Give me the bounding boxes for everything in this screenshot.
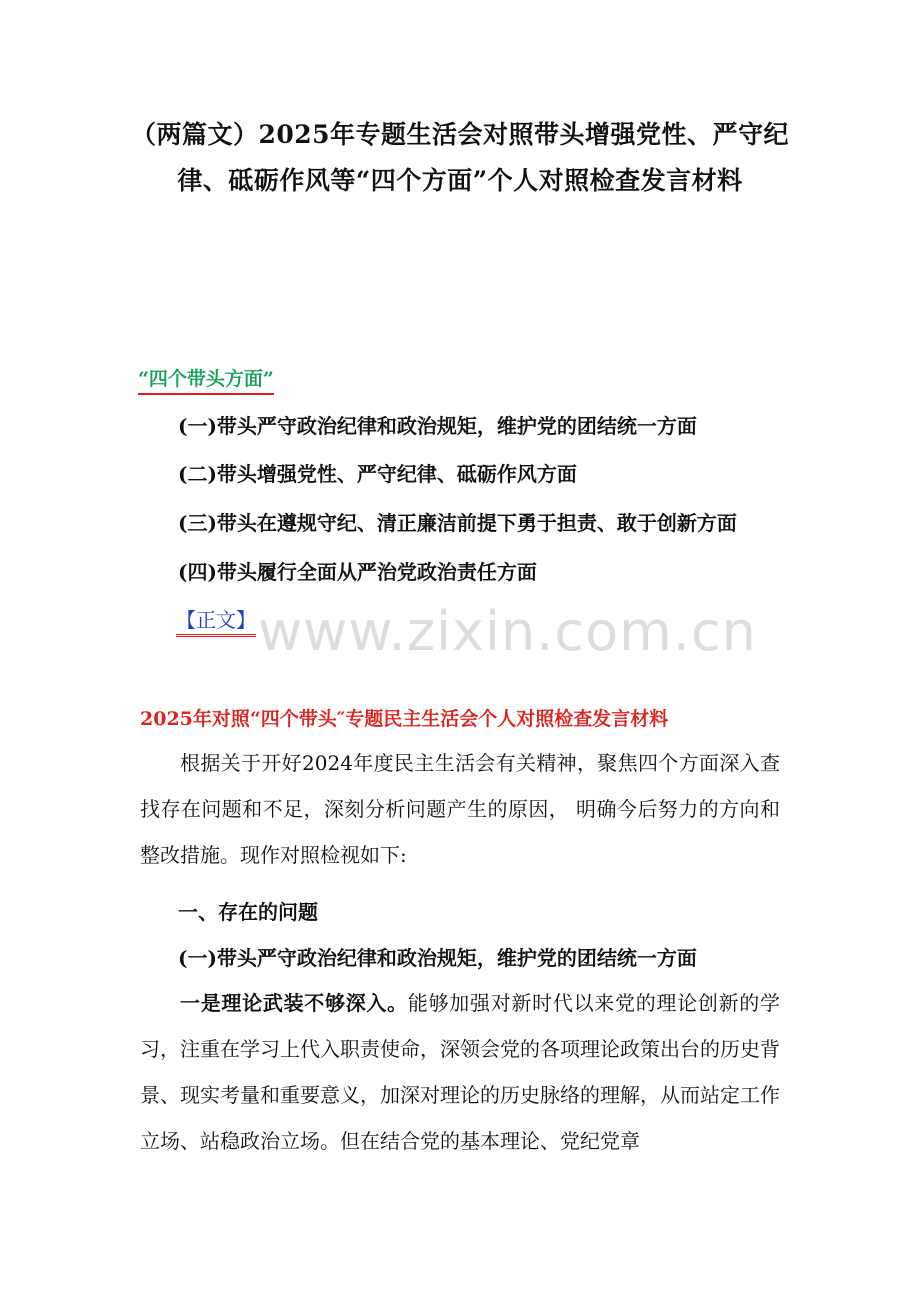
watermark: www.zixin.com.cn	[258, 600, 757, 663]
zhengwen-label: 【正文】	[176, 604, 256, 637]
article-heading: 2025年对照“四个带头″专题民主生活会个人对照检查发言材料	[140, 708, 669, 730]
toc-item-2: (二)带头增强党性、严守纪律、砥砺作风方面	[178, 462, 577, 486]
point-one-paragraph	[140, 980, 780, 1164]
toc-item-1: (一)带头严守政治纪律和政治规矩，维护党的团结统一方面	[178, 414, 697, 438]
document-title: （两篇文）2025年专题生活会对照带头增强党性、严守纪律、砥砺作风等“四个方面”个人对照检查发言材料	[130, 120, 790, 195]
section-one-heading: 一、存在的问题	[178, 900, 318, 924]
intro-paragraph: 根据关于开好2024年度民主生活会有关精神，聚焦四个方面深入查找存在问题和不足，深刻分析问题产生的原因， 明确今后努力的方向和整改措施。现作对照检视如下:	[140, 751, 780, 867]
section-label-four-leads: “四个带头方面”	[138, 364, 274, 395]
subsection-one-heading: (一)带头严守政治纪律和政治规矩，维护党的团结统一方面	[178, 946, 697, 970]
point-one-lead: 一是理论武装不够深入。	[180, 991, 408, 1015]
point-one-text: 能够加强对新时代以来党的理论创新的学习，注重在学习上代入职责使命，深领会党的各项理论政策出台的历史背景、现实考量和重要意义，加深对理论的历史脉络的理解，从而站定工作立场、站稳政治立场。但在结合党的基本理论、党纪党章	[140, 991, 781, 1153]
toc-item-4: (四)带头履行全面从严治党政治责任方面	[178, 560, 537, 584]
toc-item-3: (三)带头在遵规守纪、清正廉洁前提下勇于担责、敢于创新方面	[178, 511, 737, 535]
